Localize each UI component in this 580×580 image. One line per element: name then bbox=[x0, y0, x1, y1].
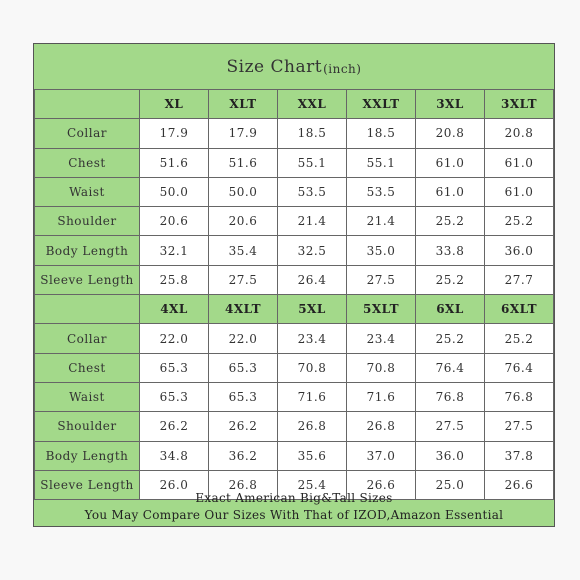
size-chart bbox=[33, 43, 555, 527]
measure-value-cell: 32.5 bbox=[278, 236, 347, 265]
size-header-row bbox=[35, 295, 554, 324]
measure-value-cell: 21.4 bbox=[278, 207, 347, 236]
chart-footer bbox=[34, 487, 554, 527]
measure-value-cell: 27.5 bbox=[209, 265, 278, 294]
measure-value-cell: 20.8 bbox=[485, 119, 554, 148]
measure-value-cell: 26.0 bbox=[140, 470, 209, 499]
measure-value-cell: 37.0 bbox=[347, 441, 416, 470]
measure-value-cell: 26.8 bbox=[347, 412, 416, 441]
measure-value-cell: 21.4 bbox=[347, 207, 416, 236]
measure-value-cell: 34.8 bbox=[140, 441, 209, 470]
size-header-cell: 5XL bbox=[278, 295, 347, 324]
measure-value-cell: 76.4 bbox=[416, 353, 485, 382]
measure-value-cell: 20.6 bbox=[209, 207, 278, 236]
measure-value-cell: 18.5 bbox=[347, 119, 416, 148]
measure-value-cell: 61.0 bbox=[416, 148, 485, 177]
size-header-cell: 3XL bbox=[416, 90, 485, 119]
table-row bbox=[35, 236, 554, 265]
chart-title-unit: (inch) bbox=[323, 61, 362, 76]
measure-value-cell: 20.6 bbox=[140, 207, 209, 236]
measure-value-cell: 23.4 bbox=[347, 324, 416, 353]
measure-value-cell: 17.9 bbox=[209, 119, 278, 148]
size-header-row bbox=[35, 90, 554, 119]
measure-label: Collar bbox=[35, 324, 140, 353]
measure-value-cell: 55.1 bbox=[347, 148, 416, 177]
measure-value-cell: 65.3 bbox=[209, 382, 278, 411]
chart-title bbox=[34, 44, 554, 89]
size-header-cell: 6XL bbox=[416, 295, 485, 324]
size-header-cell: 4XL bbox=[140, 295, 209, 324]
measure-value-cell: 20.8 bbox=[416, 119, 485, 148]
measure-value-cell: 27.5 bbox=[485, 412, 554, 441]
measure-label: Chest bbox=[35, 353, 140, 382]
measure-value-cell: 32.1 bbox=[140, 236, 209, 265]
measure-value-cell: 25.2 bbox=[485, 207, 554, 236]
measure-value-cell: 70.8 bbox=[347, 353, 416, 382]
header-corner-cell bbox=[35, 295, 140, 324]
size-header-cell: 6XLT bbox=[485, 295, 554, 324]
measure-value-cell: 25.2 bbox=[485, 324, 554, 353]
measure-label: Sleeve Length bbox=[35, 265, 140, 294]
measure-value-cell: 61.0 bbox=[416, 177, 485, 206]
measure-value-cell: 22.0 bbox=[140, 324, 209, 353]
footer-line-2: You May Compare Our Sizes With That of IZOD,Amazon Essential bbox=[84, 508, 504, 522]
measure-value-cell: 50.0 bbox=[140, 177, 209, 206]
table-row bbox=[35, 324, 554, 353]
measure-value-cell: 36.0 bbox=[485, 236, 554, 265]
measure-value-cell: 65.3 bbox=[140, 353, 209, 382]
measure-label: Sleeve Length bbox=[35, 470, 140, 499]
measure-value-cell: 26.2 bbox=[209, 412, 278, 441]
measure-value-cell: 17.9 bbox=[140, 119, 209, 148]
measure-value-cell: 26.6 bbox=[347, 470, 416, 499]
size-table bbox=[34, 89, 554, 500]
measure-label: Waist bbox=[35, 382, 140, 411]
size-header-cell: XLT bbox=[209, 90, 278, 119]
measure-value-cell: 27.5 bbox=[416, 412, 485, 441]
measure-value-cell: 25.8 bbox=[140, 265, 209, 294]
measure-value-cell: 26.4 bbox=[278, 265, 347, 294]
measure-value-cell: 70.8 bbox=[278, 353, 347, 382]
measure-value-cell: 76.8 bbox=[485, 382, 554, 411]
measure-value-cell: 65.3 bbox=[140, 382, 209, 411]
measure-value-cell: 26.2 bbox=[140, 412, 209, 441]
measure-value-cell: 35.0 bbox=[347, 236, 416, 265]
chart-title-text: Size Chart bbox=[226, 56, 323, 77]
measure-value-cell: 37.8 bbox=[485, 441, 554, 470]
measure-label: Waist bbox=[35, 177, 140, 206]
size-header-cell: XXLT bbox=[347, 90, 416, 119]
measure-value-cell: 25.4 bbox=[278, 470, 347, 499]
table-row bbox=[35, 177, 554, 206]
measure-value-cell: 71.6 bbox=[347, 382, 416, 411]
measure-value-cell: 33.8 bbox=[416, 236, 485, 265]
table-row bbox=[35, 441, 554, 470]
size-header-cell: 5XLT bbox=[347, 295, 416, 324]
measure-label: Shoulder bbox=[35, 207, 140, 236]
measure-value-cell: 25.0 bbox=[416, 470, 485, 499]
measure-value-cell: 26.6 bbox=[485, 470, 554, 499]
measure-value-cell: 51.6 bbox=[140, 148, 209, 177]
measure-value-cell: 25.2 bbox=[416, 207, 485, 236]
measure-label: Body Length bbox=[35, 236, 140, 265]
measure-value-cell: 22.0 bbox=[209, 324, 278, 353]
measure-value-cell: 26.8 bbox=[209, 470, 278, 499]
measure-value-cell: 36.0 bbox=[416, 441, 485, 470]
measure-value-cell: 26.8 bbox=[278, 412, 347, 441]
measure-label: Chest bbox=[35, 148, 140, 177]
size-header-cell: 4XLT bbox=[209, 295, 278, 324]
size-header-cell: XL bbox=[140, 90, 209, 119]
measure-value-cell: 76.4 bbox=[485, 353, 554, 382]
measure-value-cell: 27.7 bbox=[485, 265, 554, 294]
measure-value-cell: 55.1 bbox=[278, 148, 347, 177]
measure-value-cell: 65.3 bbox=[209, 353, 278, 382]
measure-value-cell: 51.6 bbox=[209, 148, 278, 177]
measure-value-cell: 25.2 bbox=[416, 324, 485, 353]
measure-value-cell: 53.5 bbox=[278, 177, 347, 206]
measure-label: Body Length bbox=[35, 441, 140, 470]
measure-value-cell: 61.0 bbox=[485, 177, 554, 206]
measure-value-cell: 76.8 bbox=[416, 382, 485, 411]
measure-value-cell: 53.5 bbox=[347, 177, 416, 206]
measure-label: Collar bbox=[35, 119, 140, 148]
header-corner-cell bbox=[35, 90, 140, 119]
measure-value-cell: 35.6 bbox=[278, 441, 347, 470]
measure-value-cell: 61.0 bbox=[485, 148, 554, 177]
size-header-cell: XXL bbox=[278, 90, 347, 119]
table-row bbox=[35, 119, 554, 148]
footer-line-1: Exact American Big&Tall Sizes bbox=[195, 491, 393, 505]
table-row bbox=[35, 207, 554, 236]
table-row bbox=[35, 412, 554, 441]
measure-label: Shoulder bbox=[35, 412, 140, 441]
measure-value-cell: 18.5 bbox=[278, 119, 347, 148]
measure-value-cell: 36.2 bbox=[209, 441, 278, 470]
table-row bbox=[35, 265, 554, 294]
table-row bbox=[35, 148, 554, 177]
size-header-cell: 3XLT bbox=[485, 90, 554, 119]
table-row bbox=[35, 353, 554, 382]
table-row bbox=[35, 382, 554, 411]
measure-value-cell: 23.4 bbox=[278, 324, 347, 353]
measure-value-cell: 25.2 bbox=[416, 265, 485, 294]
measure-value-cell: 35.4 bbox=[209, 236, 278, 265]
measure-value-cell: 27.5 bbox=[347, 265, 416, 294]
measure-value-cell: 71.6 bbox=[278, 382, 347, 411]
measure-value-cell: 50.0 bbox=[209, 177, 278, 206]
